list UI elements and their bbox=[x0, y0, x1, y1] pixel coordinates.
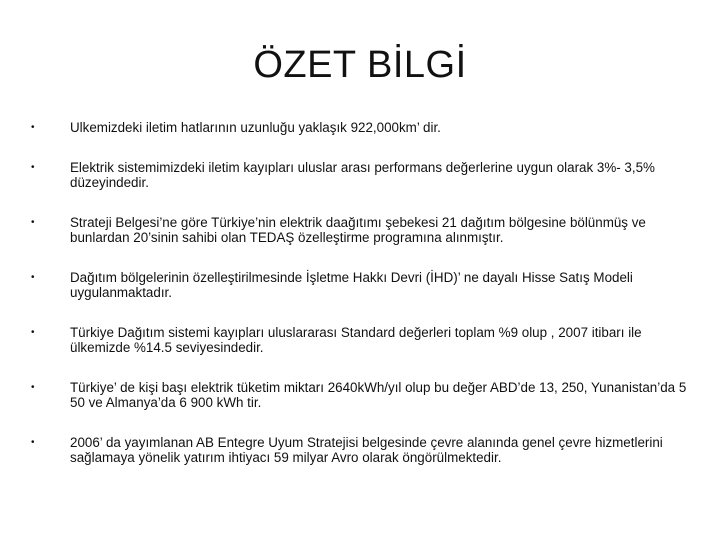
bullet-list bbox=[28, 120, 698, 490]
bullet-text: Dağıtım bölgelerinin özelleştirilmesinde İşletme Hakkı Devri (İHD)’ ne dayalı Hisse Satış Modeli uygulanmaktadır. bbox=[70, 270, 633, 300]
bullet-dot-icon: • bbox=[31, 217, 35, 228]
bullet-text: Türkiye’ de kişi başı elektrik tüketim miktarı 2640kWh/yıl olup bu değer ABD’de 13, 250, Yunanistan’da 5 50 ve Almanya’da 6 900 kWh tir. bbox=[70, 380, 687, 410]
bullet-item bbox=[28, 435, 698, 465]
bullet-text: 2006’ da yayımlanan AB Entegre Uyum Stratejisi belgesinde çevre alanında genel çevre hizmetlerini sağlamaya yönelik yatırım ihtiyacı 59 milyar Avro olarak öngörülmektedir. bbox=[70, 435, 663, 465]
bullet-dot-icon: • bbox=[31, 437, 35, 448]
bullet-text: Ulkemizdeki iletim hatlarının uzunluğu yaklaşık 922,000km’ dir. bbox=[70, 120, 441, 135]
bullet-dot-icon: • bbox=[31, 382, 35, 393]
bullet-dot-icon: • bbox=[31, 162, 35, 173]
slide-title: ÖZET BİLGİ bbox=[253, 44, 467, 86]
bullet-item bbox=[28, 270, 698, 300]
bullet-item bbox=[28, 120, 698, 135]
bullet-item bbox=[28, 215, 698, 245]
bullet-text: Elektrik sistemimizdeki iletim kayıpları uluslar arası performans değerlerine uygun olarak 3%- 3,5% düzeyindedir. bbox=[70, 160, 655, 190]
bullet-item bbox=[28, 160, 698, 190]
bullet-text: Türkiye Dağıtım sistemi kayıpları uluslararası Standard değerleri toplam %9 olup , 2007 itibarı ile ülkemizde %14.5 seviyesindedir. bbox=[70, 325, 642, 355]
bullet-text: Strateji Belgesi’ne göre Türkiye’nin elektrik daağıtımı şebekesi 21 dağıtım bölgesine bölünmüş ve bunlardan 20’sinin sahibi olan TEDAŞ özelleştirme programına alınmıştır. bbox=[70, 215, 646, 245]
bullet-item bbox=[28, 325, 698, 355]
bullet-dot-icon: • bbox=[31, 327, 35, 338]
bullet-item bbox=[28, 380, 698, 410]
bullet-dot-icon: • bbox=[31, 272, 35, 283]
bullet-dot-icon: • bbox=[31, 122, 35, 133]
